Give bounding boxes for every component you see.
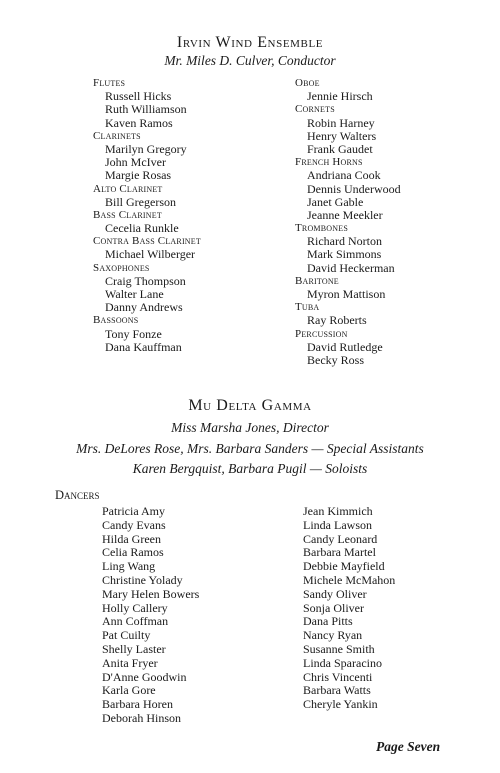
member-name: Ruth Williamson [105,102,187,117]
member-name: Andriana Cook [307,168,381,183]
member-name: Bill Gregerson [105,194,176,209]
dancer-name: Pat Cuilty [102,628,151,643]
section-heading: Flutes [93,77,126,89]
section-heading: Bassoons [93,314,139,327]
dancer-name: Chris Vincenti [303,669,373,684]
member-name: Becky Ross [307,352,364,367]
member-name: Dana Kauffman [105,339,182,354]
dancer-name: Karla Gore [102,683,156,698]
member-name: Michael Wilberger [105,247,196,262]
member-name: Craig Thompson [105,273,186,288]
dancer-name: Candy Evans [102,517,166,532]
dancer-name: Hilda Green [102,531,161,546]
dancers-left-column [102,505,199,726]
ensemble-conductor: Mr. Miles D. Culver, Conductor [164,53,336,68]
member-name: Jeanne Meekler [307,207,383,222]
member-name: Walter Lane [105,287,164,301]
section-heading: Saxophones [93,261,150,274]
section-heading: Trombones [295,222,348,235]
dancer-name: Candy Leonard [303,531,378,546]
member-name: Janet Gable [307,194,364,209]
dancer-name: Cheryle Yankin [303,697,378,712]
mdg-title: Mu Delta Gamma [188,397,312,414]
mdg-assistants: Mrs. DeLores Rose, Mrs. Barbara Sanders — Special Assistants [76,441,424,456]
dancer-name: D'Anne Goodwin [102,669,187,684]
member-name: David Heckerman [307,260,395,275]
mdg-soloists: Karen Bergquist, Barbara Pugil — Soloists [132,461,368,476]
dancer-name: Sandy Oliver [303,586,367,601]
section-heading: French Horns [295,156,363,169]
member-name: Margie Rosas [105,168,172,183]
member-name: Russell Hicks [105,89,172,104]
dancer-name: Patricia Amy [102,504,165,518]
dancer-name: Dana Pitts [303,614,353,629]
dancer-name: Ling Wang [102,559,156,574]
dancer-name: Sonja Oliver [303,600,364,615]
section-heading: Tuba [295,301,320,314]
section-heading: Cornets [295,103,335,116]
member-name: Tony Fonze [105,326,162,341]
dancer-name: Jean Kimmich [303,504,373,518]
member-name: David Rutledge [307,339,383,354]
dancer-name: Barbara Martel [303,545,376,560]
member-name: Frank Gaudet [307,141,373,156]
member-name: Richard Norton [307,234,382,249]
member-name: Marilyn Gregory [105,141,187,156]
section-heading: Bass Clarinet [93,208,162,221]
member-name: Mark Simmons [307,247,382,262]
ensemble-left-column [93,77,201,354]
dancer-name: Anita Fryer [102,655,158,670]
dancer-name: Barbara Horen [102,697,173,712]
dancer-name: Michele McMahon [303,572,396,587]
section-heading: Percussion [295,327,348,340]
dancer-name: Nancy Ryan [303,628,363,643]
section-heading: Alto Clarinet [93,182,163,195]
dancer-name: Shelly Laster [102,641,166,656]
dancer-name: Holly Callery [102,600,168,615]
member-name: Ray Roberts [307,313,367,328]
dancer-name: Debbie Mayfield [303,559,385,574]
member-name: Henry Walters [307,128,377,143]
member-name: Dennis Underwood [307,181,401,196]
member-name: Robin Harney [307,115,375,130]
mdg-director: Miss Marsha Jones, Director [171,420,329,435]
dancer-name: Linda Lawson [303,517,372,532]
dancer-name: Deborah Hinson [102,710,181,725]
dancer-name: Susanne Smith [303,641,375,656]
section-heading: Baritone [295,274,339,287]
dancers-right-column [303,505,395,712]
member-name: Myron Mattison [307,287,386,301]
member-name: John McIver [105,155,166,170]
section-heading: Clarinets [93,129,141,142]
member-name: Kaven Ramos [105,115,173,130]
dancer-name: Christine Yolady [102,572,183,587]
dancers-label: Dancers [55,488,100,502]
member-name: Jennie Hirsch [307,89,373,104]
section-heading: Oboe [295,77,320,89]
section-heading: Contra Bass Clarinet [93,235,201,248]
dancer-name: Mary Helen Bowers [102,586,200,601]
ensemble-right-column [295,77,401,367]
ensemble-title: Irvin Wind Ensemble [176,34,324,51]
dancer-name: Barbara Watts [303,683,371,698]
member-name: Cecelia Runkle [105,221,179,236]
member-name: Danny Andrews [105,300,183,315]
dancer-name: Ann Coffman [102,614,169,629]
dancer-name: Linda Sparacino [303,655,382,670]
page-number: Page Seven [376,739,441,754]
dancer-name: Celia Ramos [102,545,164,560]
